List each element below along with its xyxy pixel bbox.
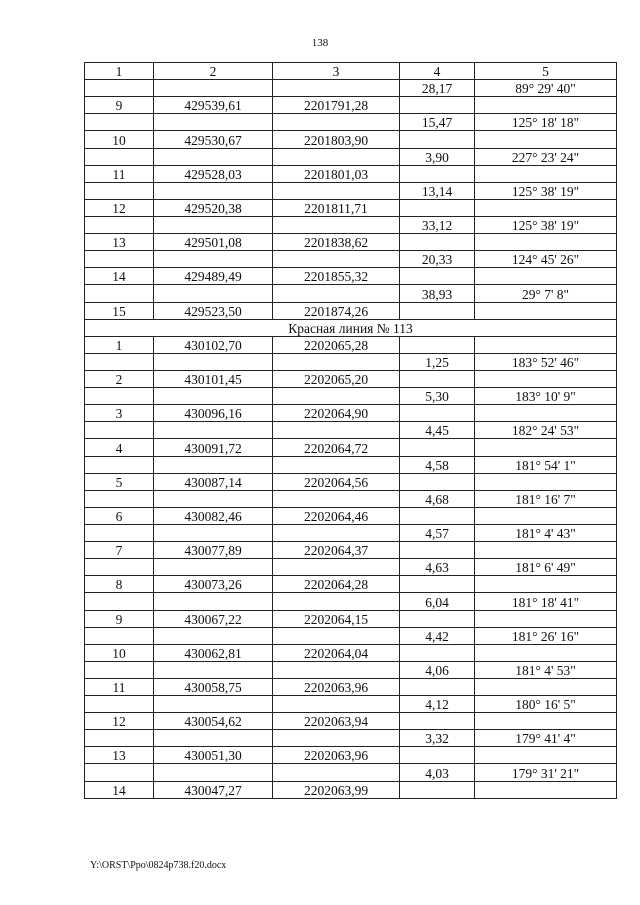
coordinate-x-empty xyxy=(154,216,273,233)
coordinate-x: 430047,27 xyxy=(154,781,273,798)
segment-length-empty xyxy=(400,439,475,456)
coordinate-x: 430087,14 xyxy=(154,473,273,490)
coordinate-x: 430054,62 xyxy=(154,713,273,730)
coordinate-x-empty xyxy=(154,80,273,97)
coordinates-table-body xyxy=(85,63,617,799)
point-number: 14 xyxy=(85,781,154,798)
direction-angle-empty xyxy=(475,610,617,627)
coordinate-x-empty xyxy=(154,148,273,165)
segment-row xyxy=(85,696,617,713)
coordinate-y: 2202063,96 xyxy=(273,747,400,764)
coordinate-y-empty xyxy=(273,764,400,781)
point-row xyxy=(85,610,617,627)
coordinate-x: 429489,49 xyxy=(154,268,273,285)
segment-length-empty xyxy=(400,781,475,798)
segment-row xyxy=(85,285,617,302)
direction-angle-empty xyxy=(475,336,617,353)
coordinate-x-empty xyxy=(154,353,273,370)
coordinate-y-empty xyxy=(273,353,400,370)
direction-angle: 183° 10' 9" xyxy=(475,388,617,405)
coordinate-y-empty xyxy=(273,251,400,268)
coordinate-x: 429523,50 xyxy=(154,302,273,319)
segment-length-empty xyxy=(400,131,475,148)
coordinate-y: 2202064,56 xyxy=(273,473,400,490)
point-number-empty xyxy=(85,80,154,97)
point-number: 5 xyxy=(85,473,154,490)
section-title: Красная линия № 113 xyxy=(85,319,617,336)
coordinate-y: 2202064,04 xyxy=(273,644,400,661)
point-number-empty xyxy=(85,182,154,199)
direction-angle-empty xyxy=(475,199,617,216)
point-number-empty xyxy=(85,593,154,610)
direction-angle: 124° 45' 26" xyxy=(475,251,617,268)
segment-row xyxy=(85,764,617,781)
segment-length: 4,68 xyxy=(400,490,475,507)
direction-angle: 89° 29' 40" xyxy=(475,80,617,97)
direction-angle-empty xyxy=(475,542,617,559)
coordinate-x-empty xyxy=(154,661,273,678)
coordinate-x: 430077,89 xyxy=(154,542,273,559)
coordinate-y: 2201838,62 xyxy=(273,234,400,251)
coordinate-x-empty xyxy=(154,559,273,576)
coordinate-y-empty xyxy=(273,388,400,405)
coordinate-x-empty xyxy=(154,524,273,541)
point-number: 8 xyxy=(85,576,154,593)
segment-row xyxy=(85,456,617,473)
page-number: 138 xyxy=(311,37,329,49)
coordinate-x-empty xyxy=(154,422,273,439)
coordinate-x: 429530,67 xyxy=(154,131,273,148)
point-number-empty xyxy=(85,388,154,405)
segment-length-empty xyxy=(400,234,475,251)
segment-length-empty xyxy=(400,507,475,524)
coordinate-x-empty xyxy=(154,730,273,747)
direction-angle: 181° 54' 1" xyxy=(475,456,617,473)
direction-angle: 181° 6' 49" xyxy=(475,559,617,576)
direction-angle-empty xyxy=(475,302,617,319)
direction-angle-empty xyxy=(475,644,617,661)
direction-angle: 125° 38' 19" xyxy=(475,182,617,199)
coordinate-y-empty xyxy=(273,114,400,131)
direction-angle-empty xyxy=(475,234,617,251)
coordinate-x-empty xyxy=(154,627,273,644)
direction-angle-empty xyxy=(475,97,617,114)
direction-angle: 181° 4' 43" xyxy=(475,524,617,541)
point-number-empty xyxy=(85,251,154,268)
point-number: 3 xyxy=(85,405,154,422)
segment-length-empty xyxy=(400,473,475,490)
coordinate-y: 2202065,28 xyxy=(273,336,400,353)
segment-row xyxy=(85,114,617,131)
point-number: 11 xyxy=(85,678,154,695)
coordinate-y: 2201803,90 xyxy=(273,131,400,148)
coordinate-y: 2202063,94 xyxy=(273,713,400,730)
segment-length: 4,58 xyxy=(400,456,475,473)
point-number: 14 xyxy=(85,268,154,285)
segment-length: 13,14 xyxy=(400,182,475,199)
direction-angle-empty xyxy=(475,473,617,490)
column-header: 4 xyxy=(400,63,475,80)
footer-file-path: Y:\ORST\Ppo\0824p738.f20.docx xyxy=(90,860,227,871)
segment-row xyxy=(85,182,617,199)
direction-angle: 181° 26' 16" xyxy=(475,627,617,644)
coordinate-x-empty xyxy=(154,593,273,610)
point-number-empty xyxy=(85,559,154,576)
coordinate-y-empty xyxy=(273,216,400,233)
point-number-empty xyxy=(85,730,154,747)
direction-angle-empty xyxy=(475,507,617,524)
coordinate-y-empty xyxy=(273,422,400,439)
segment-row xyxy=(85,216,617,233)
point-number-empty xyxy=(85,353,154,370)
section-row xyxy=(85,319,617,336)
segment-length-empty xyxy=(400,199,475,216)
direction-angle: 183° 52' 46" xyxy=(475,353,617,370)
direction-angle-empty xyxy=(475,370,617,387)
segment-row xyxy=(85,422,617,439)
coordinate-y: 2201811,71 xyxy=(273,199,400,216)
segment-row xyxy=(85,80,617,97)
segment-row xyxy=(85,353,617,370)
direction-angle-empty xyxy=(475,439,617,456)
direction-angle: 181° 18' 41" xyxy=(475,593,617,610)
point-row xyxy=(85,644,617,661)
coordinate-y-empty xyxy=(273,627,400,644)
segment-length-empty xyxy=(400,644,475,661)
coordinate-y: 2202064,90 xyxy=(273,405,400,422)
point-number-empty xyxy=(85,148,154,165)
point-number: 10 xyxy=(85,644,154,661)
point-number-empty xyxy=(85,524,154,541)
coordinate-y: 2201801,03 xyxy=(273,165,400,182)
point-number: 7 xyxy=(85,542,154,559)
segment-length-empty xyxy=(400,542,475,559)
point-number: 12 xyxy=(85,199,154,216)
column-header: 2 xyxy=(154,63,273,80)
segment-length-empty xyxy=(400,747,475,764)
point-number-empty xyxy=(85,764,154,781)
point-row xyxy=(85,439,617,456)
direction-angle-empty xyxy=(475,678,617,695)
coordinate-x-empty xyxy=(154,388,273,405)
coordinate-y-empty xyxy=(273,524,400,541)
direction-angle: 180° 16' 5" xyxy=(475,696,617,713)
segment-length-empty xyxy=(400,713,475,730)
point-number: 6 xyxy=(85,507,154,524)
column-header: 3 xyxy=(273,63,400,80)
point-row xyxy=(85,268,617,285)
direction-angle-empty xyxy=(475,576,617,593)
coordinate-y: 2201791,28 xyxy=(273,97,400,114)
coordinate-x: 430101,45 xyxy=(154,370,273,387)
coordinate-x: 430073,26 xyxy=(154,576,273,593)
point-row xyxy=(85,131,617,148)
coordinate-y: 2202064,46 xyxy=(273,507,400,524)
coordinate-x: 430051,30 xyxy=(154,747,273,764)
segment-length: 5,30 xyxy=(400,388,475,405)
coordinate-y: 2201855,32 xyxy=(273,268,400,285)
segment-length-empty xyxy=(400,405,475,422)
coordinate-x-empty xyxy=(154,285,273,302)
point-row xyxy=(85,336,617,353)
segment-length: 15,47 xyxy=(400,114,475,131)
coordinate-y-empty xyxy=(273,148,400,165)
segment-length: 4,06 xyxy=(400,661,475,678)
coordinate-x: 430096,16 xyxy=(154,405,273,422)
coordinate-y: 2202064,15 xyxy=(273,610,400,627)
segment-length: 6,04 xyxy=(400,593,475,610)
direction-angle: 181° 16' 7" xyxy=(475,490,617,507)
point-row xyxy=(85,97,617,114)
direction-angle: 125° 38' 19" xyxy=(475,216,617,233)
segment-length: 4,57 xyxy=(400,524,475,541)
point-row xyxy=(85,165,617,182)
coordinate-x: 430058,75 xyxy=(154,678,273,695)
direction-angle: 227° 23' 24" xyxy=(475,148,617,165)
segment-row xyxy=(85,490,617,507)
direction-angle: 179° 31' 21" xyxy=(475,764,617,781)
point-number-empty xyxy=(85,216,154,233)
segment-length: 4,45 xyxy=(400,422,475,439)
segment-length: 4,12 xyxy=(400,696,475,713)
coordinate-y: 2202064,72 xyxy=(273,439,400,456)
coordinate-y-empty xyxy=(273,490,400,507)
column-header: 1 xyxy=(85,63,154,80)
point-number: 11 xyxy=(85,165,154,182)
segment-length-empty xyxy=(400,370,475,387)
coordinate-y-empty xyxy=(273,80,400,97)
segment-length-empty xyxy=(400,302,475,319)
point-number: 9 xyxy=(85,97,154,114)
segment-length-empty xyxy=(400,336,475,353)
segment-row xyxy=(85,559,617,576)
point-number-empty xyxy=(85,285,154,302)
coordinate-x-empty xyxy=(154,251,273,268)
point-number: 2 xyxy=(85,370,154,387)
coordinate-x-empty xyxy=(154,696,273,713)
segment-length-empty xyxy=(400,610,475,627)
direction-angle-empty xyxy=(475,781,617,798)
point-row xyxy=(85,405,617,422)
coordinate-y-empty xyxy=(273,456,400,473)
point-number: 12 xyxy=(85,713,154,730)
point-number: 1 xyxy=(85,336,154,353)
coordinate-y: 2202064,37 xyxy=(273,542,400,559)
segment-row xyxy=(85,388,617,405)
point-row xyxy=(85,781,617,798)
point-number-empty xyxy=(85,661,154,678)
coordinate-x-empty xyxy=(154,182,273,199)
segment-length-empty xyxy=(400,268,475,285)
point-row xyxy=(85,199,617,216)
direction-angle: 182° 24' 53" xyxy=(475,422,617,439)
segment-length: 1,25 xyxy=(400,353,475,370)
coordinate-x: 429539,61 xyxy=(154,97,273,114)
point-number: 13 xyxy=(85,234,154,251)
coordinate-x-empty xyxy=(154,456,273,473)
coordinate-y-empty xyxy=(273,661,400,678)
coordinate-y: 2202063,96 xyxy=(273,678,400,695)
coordinate-y: 2202065,20 xyxy=(273,370,400,387)
coordinate-y-empty xyxy=(273,182,400,199)
point-row xyxy=(85,370,617,387)
coordinate-x: 429528,03 xyxy=(154,165,273,182)
direction-angle: 125° 18' 18" xyxy=(475,114,617,131)
point-row xyxy=(85,302,617,319)
point-number-empty xyxy=(85,627,154,644)
coordinates-table xyxy=(84,62,617,799)
direction-angle-empty xyxy=(475,713,617,730)
coordinate-x-empty xyxy=(154,114,273,131)
direction-angle-empty xyxy=(475,165,617,182)
segment-row xyxy=(85,524,617,541)
coordinate-y-empty xyxy=(273,696,400,713)
point-number: 15 xyxy=(85,302,154,319)
segment-length-empty xyxy=(400,576,475,593)
point-row xyxy=(85,542,617,559)
segment-length: 3,32 xyxy=(400,730,475,747)
point-number-empty xyxy=(85,696,154,713)
point-number-empty xyxy=(85,422,154,439)
point-number: 4 xyxy=(85,439,154,456)
point-number: 10 xyxy=(85,131,154,148)
point-number-empty xyxy=(85,490,154,507)
segment-length: 4,42 xyxy=(400,627,475,644)
segment-length: 33,12 xyxy=(400,216,475,233)
segment-length-empty xyxy=(400,165,475,182)
segment-row xyxy=(85,627,617,644)
coordinate-x: 430102,70 xyxy=(154,336,273,353)
coordinate-x-empty xyxy=(154,764,273,781)
direction-angle-empty xyxy=(475,131,617,148)
segment-row xyxy=(85,148,617,165)
point-row xyxy=(85,713,617,730)
direction-angle-empty xyxy=(475,747,617,764)
coordinate-x: 430091,72 xyxy=(154,439,273,456)
direction-angle: 181° 4' 53" xyxy=(475,661,617,678)
direction-angle-empty xyxy=(475,405,617,422)
coordinate-y-empty xyxy=(273,730,400,747)
coordinate-y-empty xyxy=(273,559,400,576)
point-row xyxy=(85,507,617,524)
point-number: 9 xyxy=(85,610,154,627)
direction-angle: 29° 7' 8" xyxy=(475,285,617,302)
coordinate-x-empty xyxy=(154,490,273,507)
point-number: 13 xyxy=(85,747,154,764)
point-row xyxy=(85,678,617,695)
column-header: 5 xyxy=(475,63,617,80)
segment-length: 20,33 xyxy=(400,251,475,268)
segment-length: 4,63 xyxy=(400,559,475,576)
direction-angle: 179° 41' 4" xyxy=(475,730,617,747)
segment-length: 4,03 xyxy=(400,764,475,781)
coordinate-x: 430067,22 xyxy=(154,610,273,627)
point-row xyxy=(85,576,617,593)
segment-length: 3,90 xyxy=(400,148,475,165)
segment-length-empty xyxy=(400,97,475,114)
coordinate-x: 430082,46 xyxy=(154,507,273,524)
segment-length: 28,17 xyxy=(400,80,475,97)
coordinate-x: 429501,08 xyxy=(154,234,273,251)
coordinate-x: 429520,38 xyxy=(154,199,273,216)
point-row xyxy=(85,234,617,251)
coordinate-y-empty xyxy=(273,593,400,610)
point-number-empty xyxy=(85,114,154,131)
direction-angle-empty xyxy=(475,268,617,285)
point-row xyxy=(85,473,617,490)
coordinate-y: 2202063,99 xyxy=(273,781,400,798)
segment-row xyxy=(85,730,617,747)
segment-row xyxy=(85,593,617,610)
segment-row xyxy=(85,251,617,268)
point-row xyxy=(85,747,617,764)
coordinate-y-empty xyxy=(273,285,400,302)
segment-row xyxy=(85,661,617,678)
coordinate-y: 2202064,28 xyxy=(273,576,400,593)
segment-length: 38,93 xyxy=(400,285,475,302)
point-number-empty xyxy=(85,456,154,473)
coordinate-y: 2201874,26 xyxy=(273,302,400,319)
coordinate-x: 430062,81 xyxy=(154,644,273,661)
table-header-row xyxy=(85,63,617,80)
segment-length-empty xyxy=(400,678,475,695)
